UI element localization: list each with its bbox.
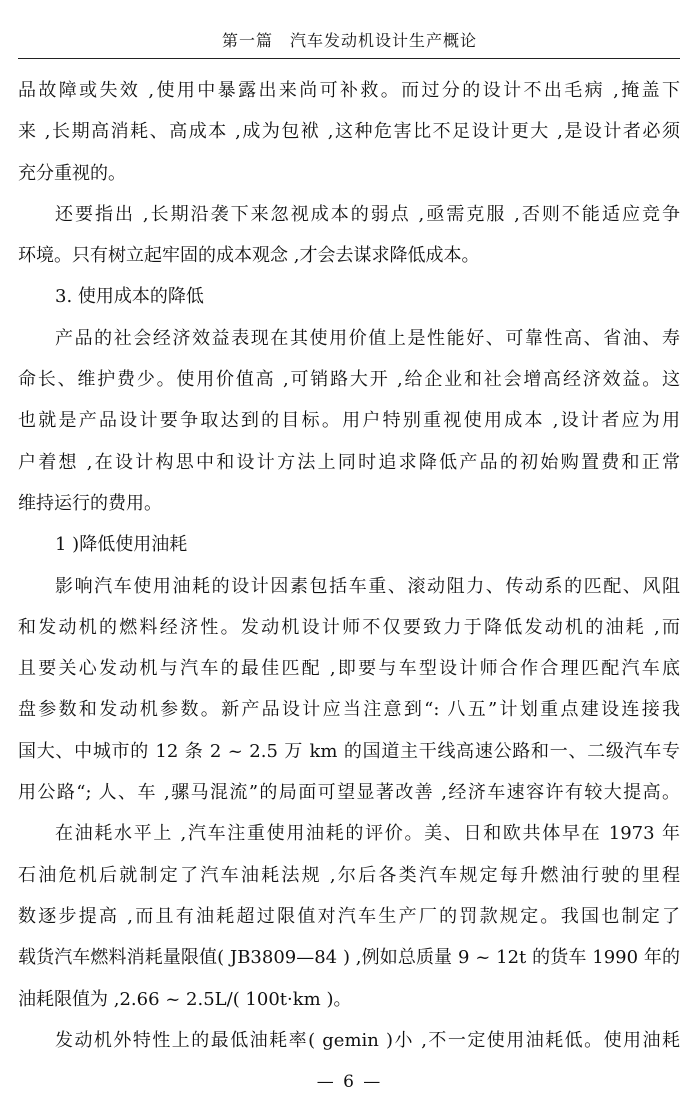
body-text [18,75,680,1066]
text-line: 在油耗水平上 ,汽车注重使用油耗的评价。美、日和欧共体早在 1973 年 [55,823,680,845]
header-rule [18,58,680,59]
text-line: 油耗限值为 ,2.66 ~ 2.5L/( 100t·km )。 [18,988,352,1010]
text-line: 充分重视的。 [18,162,126,184]
text-line: 来 ,长期高消耗、高成本 ,成为包袱 ,这种危害比不足设计更大 ,是设计者必须 [18,121,680,143]
text-line: 石油危机后就制定了汽车油耗法规 ,尔后各类汽车规定每升燃油行驶的里程 [18,864,680,886]
text-line: 还要指出 ,长期沿袭下来忽视成本的弱点 ,亟需克服 ,否则不能适应竞争 [55,203,680,225]
text-line: 国大、中城市的 12 条 2 ~ 2.5 万 km 的国道主干线高速公路和一、二级汽车专 [18,740,680,762]
text-line: 维持运行的费用。 [18,492,162,514]
text-line: 影响汽车使用油耗的设计因素包括车重、滚动阻力、传动系的匹配、风阻 [55,575,680,597]
subsection-heading: 1 )降低使用油耗 [55,534,188,556]
section-heading: 3. 使用成本的降低 [55,286,204,308]
text-line: 且要关心发动机与汽车的最佳匹配 ,即要与车型设计师合作合理匹配汽车底 [18,658,680,680]
text-line: 和发动机的燃料经济性。发动机设计师不仅要致力于降低发动机的油耗 ,而 [18,616,680,638]
text-line: 品故障或失效 ,使用中暴露出来尚可补救。而过分的设计不出毛病 ,掩盖下 [18,80,680,101]
text-line: 发动机外特性上的最低油耗率( gemin )小 ,不一定使用油耗低。使用油耗 [55,1029,680,1051]
page-number: — 6 — [316,1072,383,1092]
text-line: 数逐步提高 ,而且有油耗超过限值对汽车生产厂的罚款规定。我国也制定了 [18,905,680,927]
text-line: 产品的社会经济效益表现在其使用价值上是性能好、可靠性高、省油、寿 [55,327,680,349]
text-line: 也就是产品设计要争取达到的目标。用户特别重视使用成本 ,设计者应为用 [18,410,680,432]
text-line: 环境。只有树立起牢固的成本观念 ,才会去谋求降低成本。 [18,245,480,267]
text-line: 命长、维护费少。使用价值高 ,可销路大开 ,给企业和社会增高经济效益。这 [18,369,680,391]
text-line: 盘参数和发动机参数。新产品设计应当注意到“: 八五”计划重点建设连接我 [18,699,680,721]
text-line: 载货汽车燃料消耗量限值( JB3809—84 ) ,例如总质量 9 ~ 12t 的货车 1990 年的 [18,947,680,969]
running-header: 第一篇 汽车发动机设计生产概论 [221,31,477,50]
text-line: 户着想 ,在设计构思中和设计方法上同时追求降低产品的初始购置费和正常 [18,451,680,473]
text-line: 用公路“; 人、车 ,骡马混流”的局面可望显著改善 ,经济车速容许有较大提高。 [18,782,680,804]
